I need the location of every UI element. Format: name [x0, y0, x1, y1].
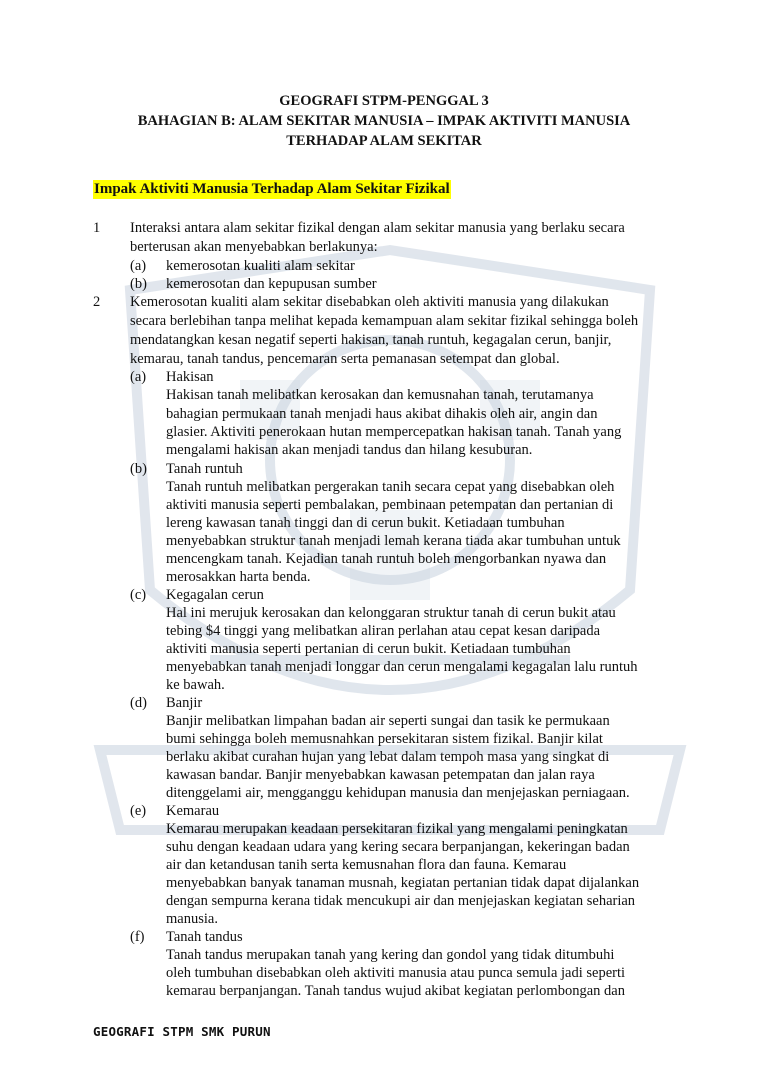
sub-title: Tanah tandus [166, 929, 243, 945]
sub-text: menyebabkan struktur tanah menjadi lemah kerana tiada akar tumbuhan untuk [166, 533, 621, 549]
sub-text: menyebabkan tanah menjadi longgar dan cerun mengalami kegagalan lalu runtuh [166, 659, 638, 675]
sub-text: kemerosotan kualiti alam sekitar [166, 258, 355, 274]
sub-text: merosakkan harta benda. [166, 569, 311, 585]
sub-text: ditenggelami air, mengganggu kehidupan manusia dan menjejaskan perniagaan. [166, 785, 630, 801]
sub-text: manusia. [166, 911, 218, 927]
sub-marker: (a) [130, 258, 147, 274]
sub-text: glasier. Aktiviti penerokaan hutan mempercepatkan hakisan tanah. Tanah yang [166, 424, 622, 440]
sub-title: Banjir [166, 695, 203, 711]
sub-text: dengan sempurna kerana tidak mencukupi air dan menjejaskan kegiatan seharian [166, 893, 636, 909]
item-text: secara berlebihan tanpa melihat kepada kemampuan alam sekitar fizikal sehingga boleh [130, 313, 639, 329]
document-subtitle: BAHAGIAN B: ALAM SEKITAR MANUSIA – IMPAK AKTIVITI MANUSIA [137, 113, 631, 129]
sub-text: bahagian permukaan tanah menjadi haus akibat dihakis oleh air, angin dan [166, 406, 598, 422]
section-heading: Impak Aktiviti Manusia Terhadap Alam Sekitar Fizikal [94, 181, 450, 197]
sub-text: Banjir melibatkan limpahan badan air seperti sungai dan tasik ke permukaan [166, 713, 610, 729]
document-subtitle-cont: TERHADAP ALAM SEKITAR [286, 133, 482, 149]
sub-text: kemerosotan dan kepupusan sumber [166, 276, 377, 292]
sub-marker: (a) [130, 369, 147, 385]
sub-marker: (e) [130, 803, 147, 819]
sub-text: air dan ketandusan tanih serta kemusnahan flora dan fauna. Kemarau [166, 857, 567, 873]
sub-marker: (b) [130, 461, 147, 477]
sub-text: aktiviti manusia seperti pembalakan, pembinaan petempatan dan pertanian di [166, 497, 614, 513]
sub-text: Kemarau merupakan keadaan persekitaran fizikal yang mengalami peningkatan [166, 821, 628, 837]
item-text: Kemerosotan kualiti alam sekitar disebabkan oleh aktiviti manusia yang dilakukan [130, 294, 609, 310]
sub-title: Tanah runtuh [166, 461, 243, 477]
sub-title: Hakisan [166, 369, 214, 385]
sub-text: oleh tumbuhan disebabkan oleh aktiviti manusia atau punca semula jadi seperti [166, 965, 626, 981]
item-text: mendatangkan kesan negatif seperti hakisan, tanah runtuh, kegagalan cerun, banjir, [130, 332, 612, 348]
item-number: 2 [93, 294, 101, 310]
sub-text: Tanah runtuh melibatkan pergerakan tanih secara cepat yang disebabkan oleh [166, 479, 615, 495]
sub-text: mengalami hakisan akan menjadi tandus dan hilang kesuburan. [166, 442, 533, 458]
sub-text: ke bawah. [166, 677, 225, 693]
item-text: kemarau, tanah tandus, pencemaran serta pemanasan setempat dan global. [130, 351, 560, 367]
item-number: 1 [93, 220, 101, 236]
sub-text: Hal ini merujuk kerosakan dan kelonggaran struktur tanah di cerun bukit atau [166, 605, 616, 621]
sub-marker: (b) [130, 276, 147, 292]
sub-text: berlaku akibat curahan hujan yang lebat dalam tempoh masa yang singkat di [166, 749, 610, 765]
document-title: GEOGRAFI STPM-PENGGAL 3 [279, 93, 489, 109]
sub-text: Hakisan tanah melibatkan kerosakan dan kemusnahan tanah, terutamanya [166, 387, 594, 403]
sub-text: menyebabkan banyak tanaman musnah, kegiatan pertanian tidak dapat dijalankan [166, 875, 640, 891]
sub-marker: (d) [130, 695, 147, 711]
sub-marker: (c) [130, 587, 147, 603]
sub-text: kemarau berpanjangan. Tanah tandus wujud akibat kegiatan perlombongan dan [166, 983, 625, 999]
page-footer: GEOGRAFI STPM SMK PURUN [93, 1024, 271, 1039]
item-text: berterusan akan menyebabkan berlakunya: [130, 239, 378, 255]
sub-text: kawasan bandar. Banjir menyebabkan kawasan petempatan dan jalan raya [166, 767, 595, 783]
sub-text: mencengkam tanah. Kejadian tanah runtuh boleh mengorbankan nyawa dan [166, 551, 607, 567]
sub-text: Tanah tandus merupakan tanah yang kering dan gondol yang tidak ditumbuhi [166, 947, 615, 963]
sub-title: Kegagalan cerun [166, 587, 264, 603]
sub-text: tebing $4 tinggi yang melibatkan aliran perlahan atau cepat kesan daripada [166, 623, 601, 639]
sub-marker: (f) [130, 929, 145, 945]
sub-title: Kemarau [166, 803, 220, 819]
sub-text: lereng kawasan tanah tinggi dan di cerun bukit. Ketiadaan tumbuhan [166, 515, 565, 531]
sub-text: bumi sehingga boleh memusnahkan persekitaran sistem fizikal. Banjir kilat [166, 731, 603, 747]
sub-text: aktiviti manusia seperti pertanian di cerun bukit. Ketiadaan tumbuhan [166, 641, 571, 657]
sub-text: suhu dengan keadaan udara yang kering secara berpanjangan, kekeringan badan [166, 839, 630, 855]
item-text: Interaksi antara alam sekitar fizikal dengan alam sekitar manusia yang berlaku secara [130, 220, 625, 236]
